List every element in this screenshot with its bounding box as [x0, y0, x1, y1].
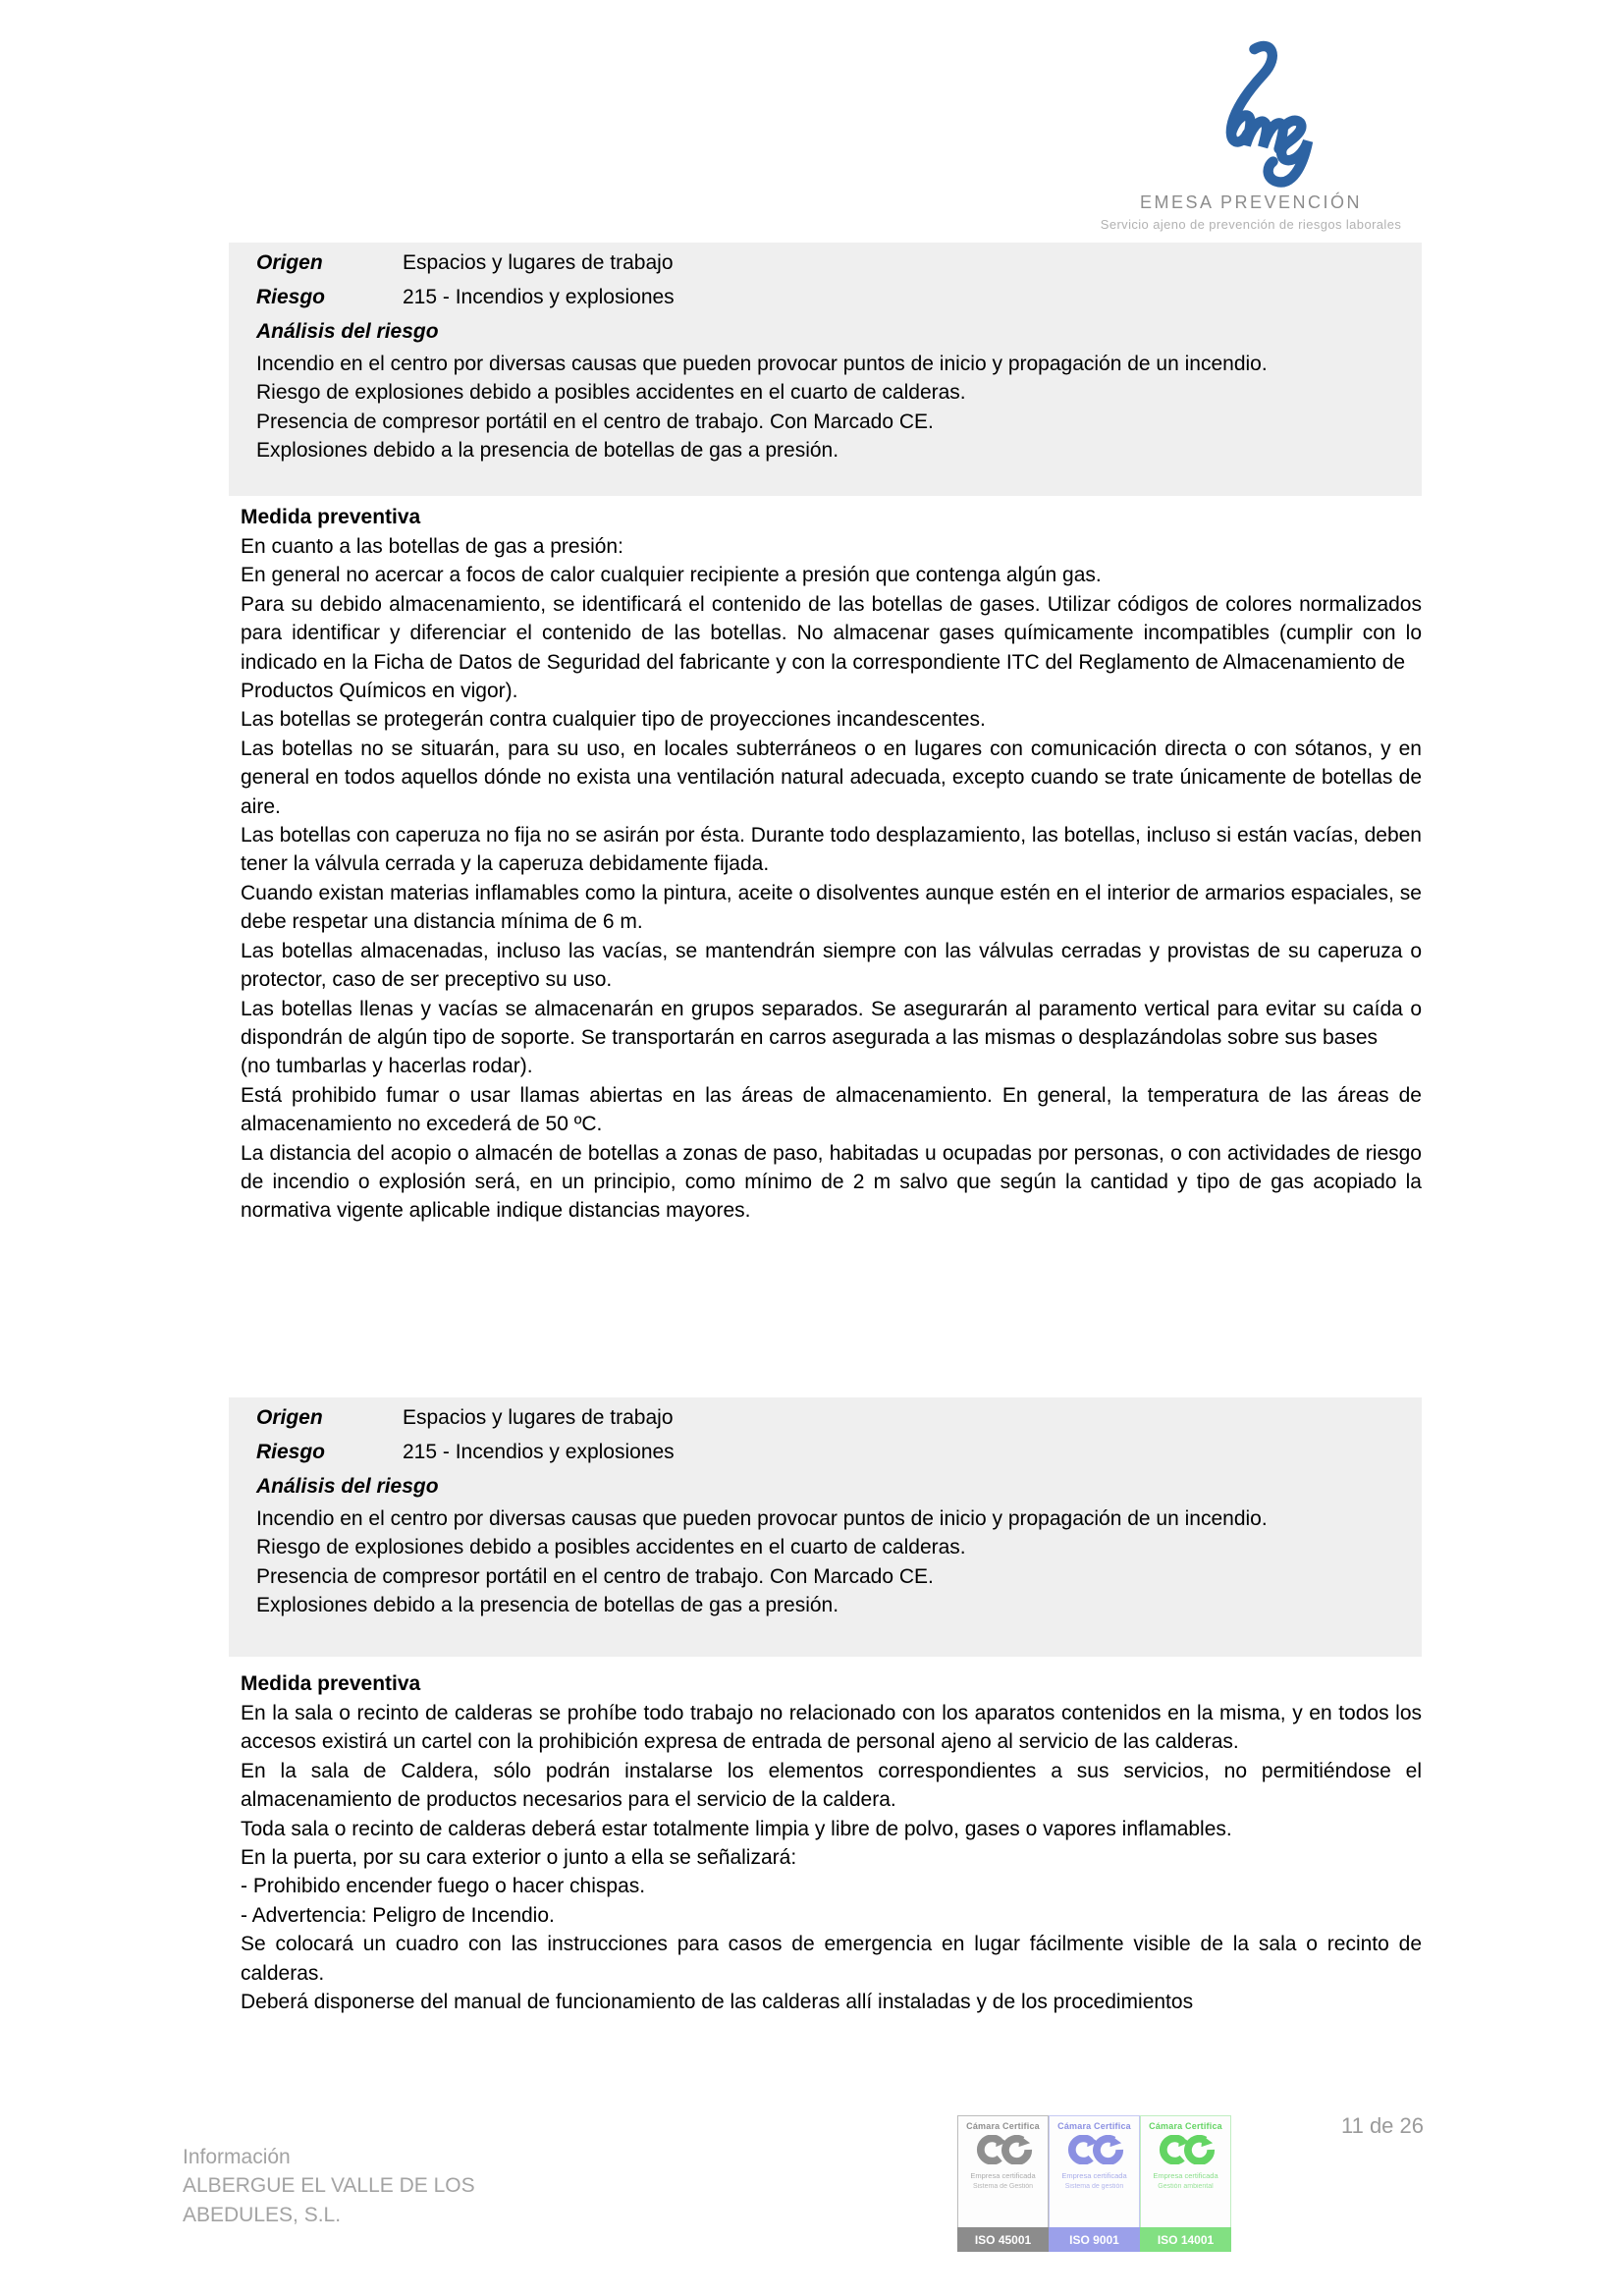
- cc-arrows-icon: [1156, 2135, 1217, 2164]
- medida-section-1: [241, 503, 1422, 1226]
- medida-paragraph: En la puerta, por su cara exterior o junto a ella se señalizará:: [241, 1846, 797, 1870]
- analisis-paragraphs: [256, 1504, 1396, 1620]
- medida-heading: Medida preventiva: [241, 506, 421, 528]
- footer-client-info: [183, 2143, 475, 2229]
- medida-paragraph: Las botellas llenas y vacías se almacenarán en grupos separados. Se asegurarán al paramento vertical para evitar su caída o dispondrán de algún tipo de soporte. Se transportarán en carros asegurada a las mismas o desplazándolas sobre sus bases: [241, 997, 1422, 1049]
- certification-badges: [957, 2115, 1231, 2252]
- badge-caption: Empresa certificada: [1153, 2171, 1218, 2180]
- risk-info-box-1: [229, 243, 1422, 496]
- medida-section-2: [241, 1669, 1422, 2016]
- iso-code-band: ISO 14001: [1140, 2227, 1231, 2252]
- badge-title: Cámara Certifica: [1149, 2121, 1222, 2131]
- emesa-script-icon: [1098, 37, 1404, 191]
- medida-paragraph: Las botellas se protegerán contra cualquier tipo de proyecciones incandescentes.: [241, 708, 986, 732]
- cc-arrows-icon: [973, 2135, 1034, 2164]
- medida-paragraph: Cuando existan materias inflamables como la pintura, aceite o disolventes aunque estén en el interior de armarios espaciales, se debe respetar una distancia mínima de 6 m.: [241, 881, 1422, 934]
- medida-paragraphs: [241, 1699, 1422, 2016]
- analysis-paragraph: Presencia de compresor portátil en el centro de trabajo. Con Marcado CE.: [256, 410, 934, 433]
- medida-paragraph: - Advertencia: Peligro de Incendio.: [241, 1903, 555, 1927]
- medida-paragraph: Toda sala o recinto de calderas deberá estar totalmente limpia y libre de polvo, gases o vapores inflamables.: [241, 1817, 1232, 1840]
- analysis-paragraph: Explosiones debido a la presencia de botellas de gas a presión.: [256, 439, 839, 463]
- medida-paragraph: Las botellas no se situarán, para su uso, en locales subterráneos o en lugares con comunicación directa o con sótanos, y en general en todos aquellos dónde no exista una ventilación natural adecuada, excepto cuando se trate únicamente de botellas de aire.: [241, 737, 1422, 818]
- origen-label: Origen: [256, 1406, 323, 1429]
- riesgo-row: [256, 283, 1396, 312]
- medida-paragraph: En la sala o recinto de calderas se prohíbe todo trabajo no relacionado con los aparatos contenidos en la misma, y en todos los accesos existirá un cartel con la prohibición expresa de entrada de personal ajeno al servicio de las calderas.: [241, 1702, 1422, 1754]
- analysis-paragraph: Incendio en el centro por diversas causas que pueden provocar puntos de inicio y propagación de un incendio.: [256, 1507, 1268, 1530]
- page-number: 11 de 26: [1341, 2113, 1425, 2138]
- medida-paragraph: Para su debido almacenamiento, se identificará el contenido de las botellas de gases. Utilizar códigos de colores normalizados para identificar y diferenciar el contenido de las botellas. No almacenar gases químicamente incompatibles (cumplir con lo indicado en la Ficha de Datos de Seguridad del fabricante y con la correspondiente ITC del Reglamento de Almacenamiento de: [241, 592, 1422, 674]
- analisis-heading: Análisis del riesgo: [256, 1475, 439, 1498]
- medida-paragraph: En la sala de Caldera, sólo podrán instalarse los elementos correspondientes a sus servicios, no permitiéndose el almacenamiento de productos necesarios para el servicio de la caldera.: [241, 1759, 1422, 1812]
- analysis-paragraph: Presencia de compresor portátil en el centro de trabajo. Con Marcado CE.: [256, 1564, 934, 1588]
- footer-company-line2: ABEDULES, S.L.: [183, 2203, 342, 2226]
- medida-paragraph: Se colocará un cuadro con las instrucciones para casos de emergencia en lugar fácilmente visible de la sala o recinto de calderas.: [241, 1933, 1422, 1985]
- medida-paragraph: Las botellas almacenadas, incluso las vacías, se mantendrán siempre con las válvulas cerradas y provistas de su caperuza o protector, caso de ser preceptivo su uso.: [241, 939, 1422, 992]
- badge-subcaption: Sistema de Gestión: [972, 2183, 1034, 2190]
- company-logo: [1098, 37, 1404, 232]
- medida-paragraph: Deberá disponerse del manual de funcionamiento de las calderas allí instaladas y de los procedimientos: [241, 1991, 1194, 2014]
- iso-14001-badge: [1140, 2115, 1231, 2252]
- risk-info-box-2: [229, 1397, 1422, 1657]
- badge-title: Cámara Certifica: [966, 2121, 1040, 2131]
- medida-paragraph: Productos Químicos en vigor).: [241, 680, 518, 703]
- analysis-paragraph: Incendio en el centro por diversas causas que pueden provocar puntos de inicio y propagación de un incendio.: [256, 353, 1268, 375]
- riesgo-label: Riesgo: [256, 1441, 326, 1463]
- medida-paragraph: - Prohibido encender fuego o hacer chispas.: [241, 1875, 646, 1898]
- medida-paragraph: La distancia del acopio o almacén de botellas a zonas de paso, habitadas u ocupadas por personas, o con actividades de riesgo de incendio o explosión será, en un principio, como mínimo de 2 m salvo que según la cantidad y tipo de gas acopiado la normativa vigente aplicable indique distancias mayores.: [241, 1141, 1422, 1223]
- iso-9001-badge: [1049, 2115, 1140, 2252]
- medida-paragraph: En general no acercar a focos de calor cualquier recipiente a presión que contenga algún gas.: [241, 564, 1102, 587]
- medida-paragraphs: [241, 532, 1422, 1226]
- badge-subcaption: Sistema de gestión: [1064, 2183, 1124, 2190]
- analisis-heading: Análisis del riesgo: [256, 320, 439, 343]
- riesgo-value: 215 - Incendios y explosiones: [403, 1441, 675, 1463]
- company-tagline: Servicio ajeno de prevención de riesgos laborales: [1100, 217, 1402, 232]
- origen-label: Origen: [256, 251, 323, 274]
- badge-subcaption: Gestión ambiental: [1158, 2183, 1214, 2190]
- iso-code-band: ISO 45001: [957, 2227, 1049, 2252]
- badge-caption: Empresa certificada: [970, 2171, 1036, 2180]
- footer-info-label: Información: [183, 2146, 291, 2168]
- badge-title: Cámara Certifica: [1057, 2121, 1131, 2131]
- analysis-paragraph: Riesgo de explosiones debido a posibles accidentes en el cuarto de calderas.: [256, 381, 966, 405]
- origen-value: Espacios y lugares de trabajo: [403, 1406, 674, 1429]
- analysis-paragraph: Riesgo de explosiones debido a posibles accidentes en el cuarto de calderas.: [256, 1536, 966, 1559]
- analisis-paragraphs: [256, 350, 1396, 465]
- iso-45001-badge: [957, 2115, 1049, 2252]
- origen-value: Espacios y lugares de trabajo: [403, 251, 674, 274]
- medida-paragraph: Las botellas con caperuza no fija no se asirán por ésta. Durante todo desplazamiento, las botellas, incluso si están vacías, deben tener la válvula cerrada y la caperuza debidamente fijada.: [241, 824, 1422, 876]
- medida-heading: Medida preventiva: [241, 1672, 421, 1695]
- origen-row: [256, 1403, 1396, 1433]
- cc-arrows-icon: [1064, 2135, 1125, 2164]
- footer-company-line1: ALBERGUE EL VALLE DE LOS: [183, 2174, 475, 2198]
- badge-caption: Empresa certificada: [1061, 2171, 1127, 2180]
- riesgo-label: Riesgo: [256, 286, 326, 308]
- analysis-paragraph: Explosiones debido a la presencia de botellas de gas a presión.: [256, 1594, 839, 1617]
- company-name: EMESA PREVENCIÓN: [1139, 192, 1363, 212]
- origen-row: [256, 248, 1396, 278]
- medida-paragraph: (no tumbarlas y hacerlas rodar).: [241, 1055, 533, 1078]
- riesgo-row: [256, 1438, 1396, 1467]
- riesgo-value: 215 - Incendios y explosiones: [403, 286, 675, 308]
- medida-paragraph: En cuanto a las botellas de gas a presión:: [241, 535, 623, 558]
- medida-paragraph: Está prohibido fumar o usar llamas abiertas en las áreas de almacenamiento. En general, la temperatura de las áreas de almacenamiento no excederá de 50 ºC.: [241, 1083, 1422, 1136]
- iso-code-band: ISO 9001: [1049, 2227, 1140, 2252]
